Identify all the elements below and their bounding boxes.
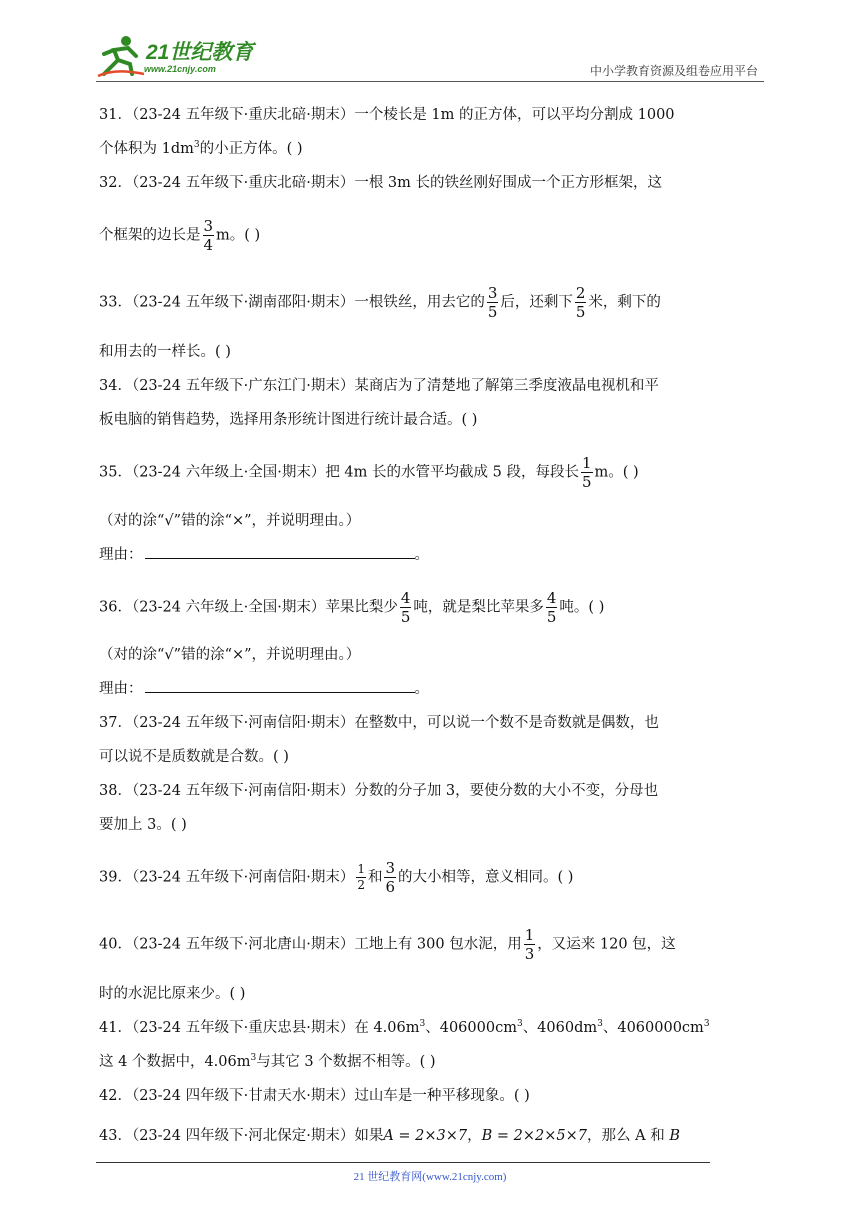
footer-link[interactable]: 21 世纪教育网(www.21cnjy.com) [353, 1171, 507, 1183]
runner-logo-icon [96, 34, 146, 78]
question-33-line-1: 33．（23-24 五年级下·湖南邵阳·期末）一根铁丝，用去它的 $\frac{3}{5}$ 后，还剩下 $\frac{2}{5}$ 米，剩下的 [99, 284, 661, 321]
footer-divider [96, 1162, 710, 1163]
fraction-1-5: $\frac{1}{5}$ [581, 454, 592, 491]
question-35-reason: 理由： 。 [99, 540, 763, 570]
question-36-line-1: 36．（23-24 六年级上·全国·期末）苹果比梨少 $\frac{4}{5}$ 吨，就是梨比苹果多 $\frac{4}{5}$ 吨。( ) [99, 589, 605, 626]
question-38-line-2: 要加上 3。( ) [99, 817, 187, 833]
fraction-3-4: $\frac{3}{4}$ [203, 217, 214, 254]
question-43: 43．（23-24 四年级下·河北保定·期末）如果A = 2×3×7，B = 2×2×5×7，那么 A 和 B [99, 1128, 680, 1144]
question-32-line-1: 32．（23-24 五年级下·重庆北碚·期末）一根 3m 长的铁丝刚好围成一个正方形框架，这 [99, 175, 663, 191]
fraction-4-5: $\frac{4}{5}$ [546, 589, 557, 626]
question-33-line-2: 和用去的一样长。( ) [99, 344, 231, 360]
question-40-line-1: 40．（23-24 五年级下·河北唐山·期末）工地上有 300 包水泥，用 $\frac{1}{3}$ ，又运来 120 包，这 [99, 926, 676, 963]
logo-text: 21世纪教育 [146, 41, 254, 64]
question-42: 42．（23-24 四年级下·甘肃天水·期末）过山车是一种平移现象。( ) [99, 1088, 530, 1104]
question-37-line-1: 37．（23-24 五年级下·河南信阳·期末）在整数中，可以说一个数不是奇数就是偶数，也 [99, 715, 659, 731]
reason-answer-line[interactable] [145, 678, 415, 693]
question-31-line-1: 31．（23-24 五年级下·重庆北碚·期末）一个棱长是 1m 的正方体，可以平均分割成 1000 [99, 107, 675, 123]
question-34-line-1: 34．（23-24 五年级下·广东江门·期末）某商店为了清楚地了解第三季度液晶电视机和平 [99, 378, 659, 394]
question-38-line-1: 38．（23-24 五年级下·河南信阳·期末）分数的分子加 3，要使分数的大小不变，分母也 [99, 783, 659, 799]
question-36-reason: 理由： 。 [99, 674, 763, 704]
fraction-2-5: $\frac{2}{5}$ [575, 284, 586, 321]
fraction-1-2: $\frac{1}{2}$ [357, 862, 365, 892]
fraction-1-3: $\frac{1}{3}$ [524, 926, 535, 963]
question-37-line-2: 可以说不是质数就是合数。( ) [99, 749, 289, 765]
question-34-line-2: 板电脑的销售趋势，选择用条形统计图进行统计最合适。( ) [99, 412, 478, 428]
site-logo[interactable] [96, 34, 266, 78]
fraction-3-6: $\frac{3}{6}$ [385, 859, 396, 896]
question-36-instruction: （对的涂“√”错的涂“×”，并说明理由。） [99, 647, 361, 663]
fraction-3-5: $\frac{3}{5}$ [487, 284, 498, 321]
header-platform-text: 中小学教育资源及组卷应用平台 [589, 64, 758, 78]
question-40-line-2: 时的水泥比原来少。( ) [99, 986, 246, 1002]
question-32-line-2: 个框架的边长是 $\frac{3}{4}$ m。( ) [99, 217, 261, 254]
question-35-line-1: 35．（23-24 六年级上·全国·期末）把 4m 长的水管平均截成 5 段，每段长 $\frac{1}{5}$ m。( ) [99, 454, 639, 491]
reason-answer-line[interactable] [145, 544, 415, 559]
question-41-line-1: 41．（23-24 五年级下·重庆忠县·期末）在 $4.06m^3$、$406000cm^3$、$4060dm^3$、$4060000cm^3$ [99, 1019, 710, 1036]
question-35-instruction: （对的涂“√”错的涂“×”，并说明理由。） [99, 513, 361, 529]
header-divider [96, 81, 764, 82]
question-41-line-2: 这 4 个数据中，$4.06m^3$与其它 3 个数据不相等。( ) [99, 1053, 436, 1070]
question-39: 39．（23-24 五年级下·河南信阳·期末） $\frac{1}{2}$ 和 $\frac{3}{6}$ 的大小相等，意义相同。( ) [99, 859, 574, 896]
question-31-line-2: 个体积为 $1dm^3$的小正方体。( ) [99, 140, 303, 157]
fraction-4-5: $\frac{4}{5}$ [400, 589, 411, 626]
logo-url: www.21cnjy.com [144, 64, 216, 74]
page-header [96, 30, 764, 82]
